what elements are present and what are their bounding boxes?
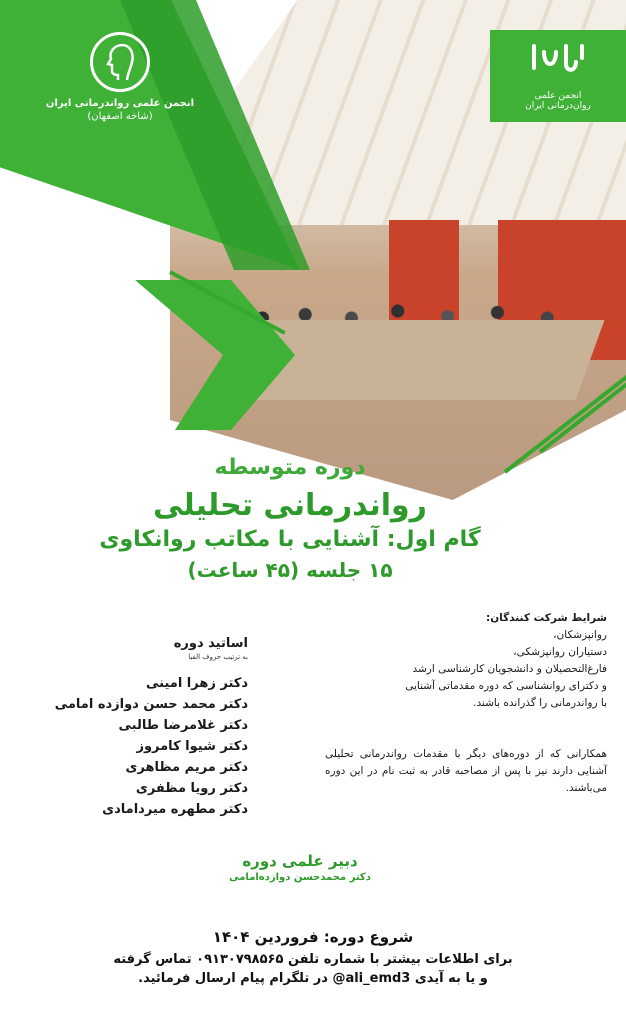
telegram-id[interactable]: @ali_emd3 [332,971,411,986]
participant-conditions [325,610,607,797]
scientific-secretary [200,852,400,883]
logo-right-line2: روان‌درمانی ایران [525,101,591,111]
instructor-name: دکتر محمد حسن دوازده امامی [54,697,248,712]
condition-line: فارغ‌التحصیلان و دانشجویان کارشناسی ارشد [412,663,607,675]
association-isfahan-logo [20,32,220,122]
course-step: گام اول: آشنایی با مکاتب روانکاوی [99,527,481,552]
instructor-name: دکتر زهرا امینی [146,676,248,691]
conditions-note: همکارانی که از دوره‌های دیگر با مقدمات رواندرمانی تحلیلی آشنایی دارند نیز با پس از مصاحبه قادر به ثبت نام در این دوره می‌باشند. [325,748,607,794]
logo-right-line1: انجمن علمی [534,91,582,101]
telegram-line-suffix: در تلگرام پیام ارسال فرمائید. [138,971,328,986]
course-level: دوره متوسطه [214,455,366,480]
secretary-name: دکتر محمدحسن دوازده‌امامی [229,872,371,883]
head-profile-icon [90,32,150,92]
association-logo [490,30,626,122]
course-footer [20,928,606,986]
association-mark-icon [490,38,626,91]
telegram-line-prefix: و یا به آیدی [414,971,488,986]
secretary-heading: دبیر علمی دوره [242,852,358,870]
condition-line: دستیاران روانپزشکی، [513,646,607,658]
contact-phone-line: برای اطلاعات بیشتر با شماره تلفن ۰۹۱۳۰۷۹۸۵۶۵ تماس گرفته [113,952,513,967]
logo-left-line1: انجمن علمی رواندرمانی ایران [45,98,195,109]
instructor-name: دکتر شیوا کامروز [136,739,248,754]
instructor-name: دکتر رویا مظفری [135,781,248,796]
instructors-list [38,636,248,820]
contact-telegram-line [20,971,606,986]
logo-left-line2: (شاخه اصفهان) [87,111,153,122]
instructors-heading: اساتید دوره [173,636,248,651]
instructor-name: دکتر غلامرضا طالبی [118,718,248,733]
course-name: رواندرمانی تحلیلی [153,488,427,523]
instructor-name: دکتر مطهره میردامادی [102,802,248,817]
instructor-name: دکتر مریم مظاهری [125,760,248,775]
condition-line: و دکترای روانشناسی که دوره مقدماتی آشنایی [405,680,607,692]
conditions-heading: شرایط شرکت کنندگان: [486,612,607,624]
course-start-date: شروع دوره: فروردین ۱۴۰۴ [212,928,414,946]
instructors-subheading: به ترتیب حروف الفبا [188,653,248,661]
course-sessions: ۱۵ جلسه (۴۵ ساعت) [187,558,393,582]
condition-line: با رواندرمانی را گذرانده باشند. [473,697,607,709]
condition-line: روانپزشکان، [553,629,607,641]
course-titles [30,455,550,582]
